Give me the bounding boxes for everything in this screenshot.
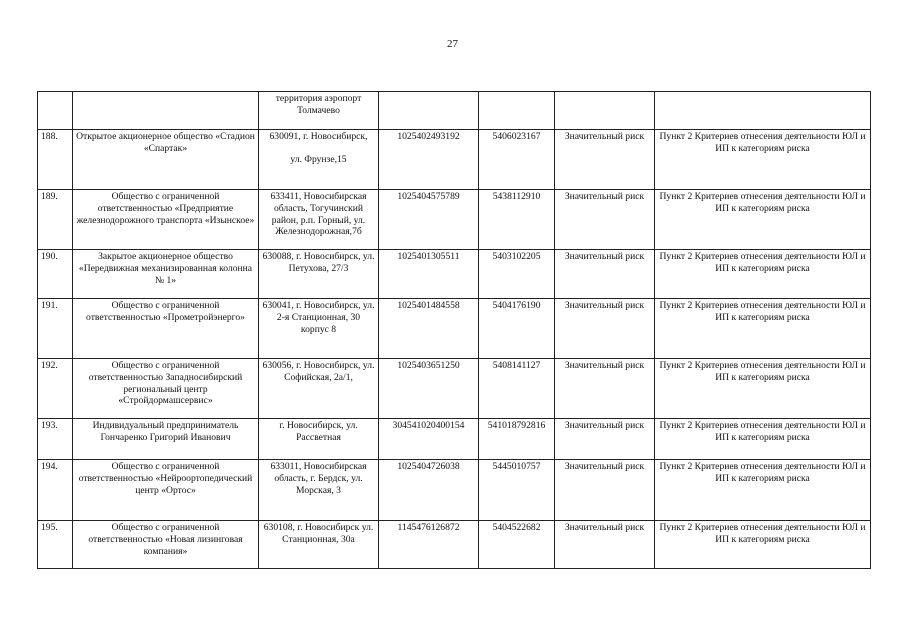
table-row xyxy=(38,359,871,419)
table-row xyxy=(38,419,871,460)
cell-address: территория аэропорт Толмачево xyxy=(259,92,379,130)
address-line: 630108, г. Новосибирск ул. Станционная, 30а xyxy=(263,522,374,545)
cell-address xyxy=(259,460,379,521)
cell-empty xyxy=(379,92,479,130)
address-line: 630088, г. Новосибирск, ул. Петухова, 27/3 xyxy=(262,251,375,274)
cell-ogrn: 1145476126872 xyxy=(379,521,479,569)
cell-risk-category: Значительный риск xyxy=(555,359,655,419)
cell-ogrn: 1025404575789 xyxy=(379,190,479,250)
cell-inn: 5404522682 xyxy=(479,521,555,569)
cell-number: 195. xyxy=(38,521,73,569)
table-row xyxy=(38,299,871,359)
registry-table xyxy=(37,91,871,569)
cell-empty xyxy=(555,92,655,130)
cell-criteria: Пункт 2 Критериев отнесения деятельности ЮЛ и ИП к категориям риска xyxy=(655,130,871,190)
cell-organization-name: Закрытое акционерное общество «Передвижная механизированная колонна № 1» xyxy=(73,250,259,299)
cell-address xyxy=(259,250,379,299)
cell-criteria: Пункт 2 Критериев отнесения деятельности ЮЛ и ИП к категориям риска xyxy=(655,419,871,460)
table-row xyxy=(38,250,871,299)
cell-organization-name: Открытое акционерное общество «Стадион «Спартак» xyxy=(73,130,259,190)
cell-risk-category: Значительный риск xyxy=(555,250,655,299)
cell-inn: 5403102205 xyxy=(479,250,555,299)
cell-organization-name: Индивидуальный предприниматель Гончаренко Григорий Иванович xyxy=(73,419,259,460)
continuation-row xyxy=(38,92,871,130)
cell-address xyxy=(259,299,379,359)
cell-criteria: Пункт 2 Критериев отнесения деятельности ЮЛ и ИП к категориям риска xyxy=(655,250,871,299)
cell-ogrn: 304541020400154 xyxy=(379,419,479,460)
cell-number: 194. xyxy=(38,460,73,521)
cell-inn: 5408141127 xyxy=(479,359,555,419)
cell-risk-category: Значительный риск xyxy=(555,521,655,569)
cell-risk-category: Значительный риск xyxy=(555,190,655,250)
cell-ogrn: 1025401305511 xyxy=(379,250,479,299)
cell-inn: 5404176190 xyxy=(479,299,555,359)
cell-ogrn: 1025402493192 xyxy=(379,130,479,190)
cell-criteria: Пункт 2 Критериев отнесения деятельности ЮЛ и ИП к категориям риска xyxy=(655,299,871,359)
cell-empty xyxy=(655,92,871,130)
cell-ogrn: 1025401484558 xyxy=(379,299,479,359)
address-line: 633411, Новосибирская область, Тогучинский район, р.п. Горный, ул. Железнодорожная,7б xyxy=(270,191,367,238)
address-line: 630041, г. Новосибирск, ул. 2-я Станционная, 30 корпус 8 xyxy=(262,300,375,335)
cell-organization-name: Общество с ограниченной ответственностью «Нейроортопедический центр «Ортос» xyxy=(73,460,259,521)
cell-address xyxy=(259,359,379,419)
cell-address xyxy=(259,521,379,569)
address-line: 633011, Новосибирская область, г. Бердск, ул. Морская, 3 xyxy=(270,461,367,496)
cell-risk-category: Значительный риск xyxy=(555,419,655,460)
cell-address xyxy=(259,190,379,250)
cell-number: 193. xyxy=(38,419,73,460)
cell-empty xyxy=(38,92,73,130)
address-line: г. Новосибирск, ул. Рассветная xyxy=(279,420,358,443)
cell-criteria: Пункт 2 Критериев отнесения деятельности ЮЛ и ИП к категориям риска xyxy=(655,521,871,569)
cell-criteria: Пункт 2 Критериев отнесения деятельности ЮЛ и ИП к категориям риска xyxy=(655,359,871,419)
cell-inn: 5406023167 xyxy=(479,130,555,190)
cell-ogrn: 1025403651250 xyxy=(379,359,479,419)
table-row xyxy=(38,460,871,521)
cell-number: 188. xyxy=(38,130,73,190)
cell-address xyxy=(259,419,379,460)
table-row xyxy=(38,190,871,250)
table-row xyxy=(38,130,871,190)
cell-inn: 541018792816 xyxy=(479,419,555,460)
cell-organization-name: Общество с ограниченной ответственностью «Новая лизинговая компания» xyxy=(73,521,259,569)
cell-number: 189. xyxy=(38,190,73,250)
cell-inn: 5445010757 xyxy=(479,460,555,521)
address-spacer xyxy=(262,143,375,154)
cell-organization-name: Общество с ограниченной ответственностью «Предприятие железнодорожного транспорта «Изынское» xyxy=(73,190,259,250)
cell-criteria: Пункт 2 Критериев отнесения деятельности ЮЛ и ИП к категориям риска xyxy=(655,460,871,521)
cell-organization-name: Общество с ограниченной ответственностью Западносибирский региональный центр «Стройдормашсервис» xyxy=(73,359,259,419)
cell-number: 192. xyxy=(38,359,73,419)
table-row xyxy=(38,521,871,569)
cell-ogrn: 1025404726038 xyxy=(379,460,479,521)
cell-criteria: Пункт 2 Критериев отнесения деятельности ЮЛ и ИП к категориям риска xyxy=(655,190,871,250)
cell-address xyxy=(259,130,379,190)
address-line: 630091, г. Новосибирск, xyxy=(269,131,368,142)
cell-number: 190. xyxy=(38,250,73,299)
address-line: 630056, г. Новосибирск, ул. Софийская, 2а/1, xyxy=(262,360,375,383)
cell-risk-category: Значительный риск xyxy=(555,130,655,190)
cell-empty xyxy=(73,92,259,130)
cell-risk-category: Значительный риск xyxy=(555,460,655,521)
cell-organization-name: Общество с ограниченной ответственностью «Прометройэнерго» xyxy=(73,299,259,359)
cell-empty xyxy=(479,92,555,130)
page-number: 27 xyxy=(447,38,458,50)
address-street: ул. Фрунзе,15 xyxy=(290,153,347,165)
cell-risk-category: Значительный риск xyxy=(555,299,655,359)
cell-inn: 5438112910 xyxy=(479,190,555,250)
cell-number: 191. xyxy=(38,299,73,359)
